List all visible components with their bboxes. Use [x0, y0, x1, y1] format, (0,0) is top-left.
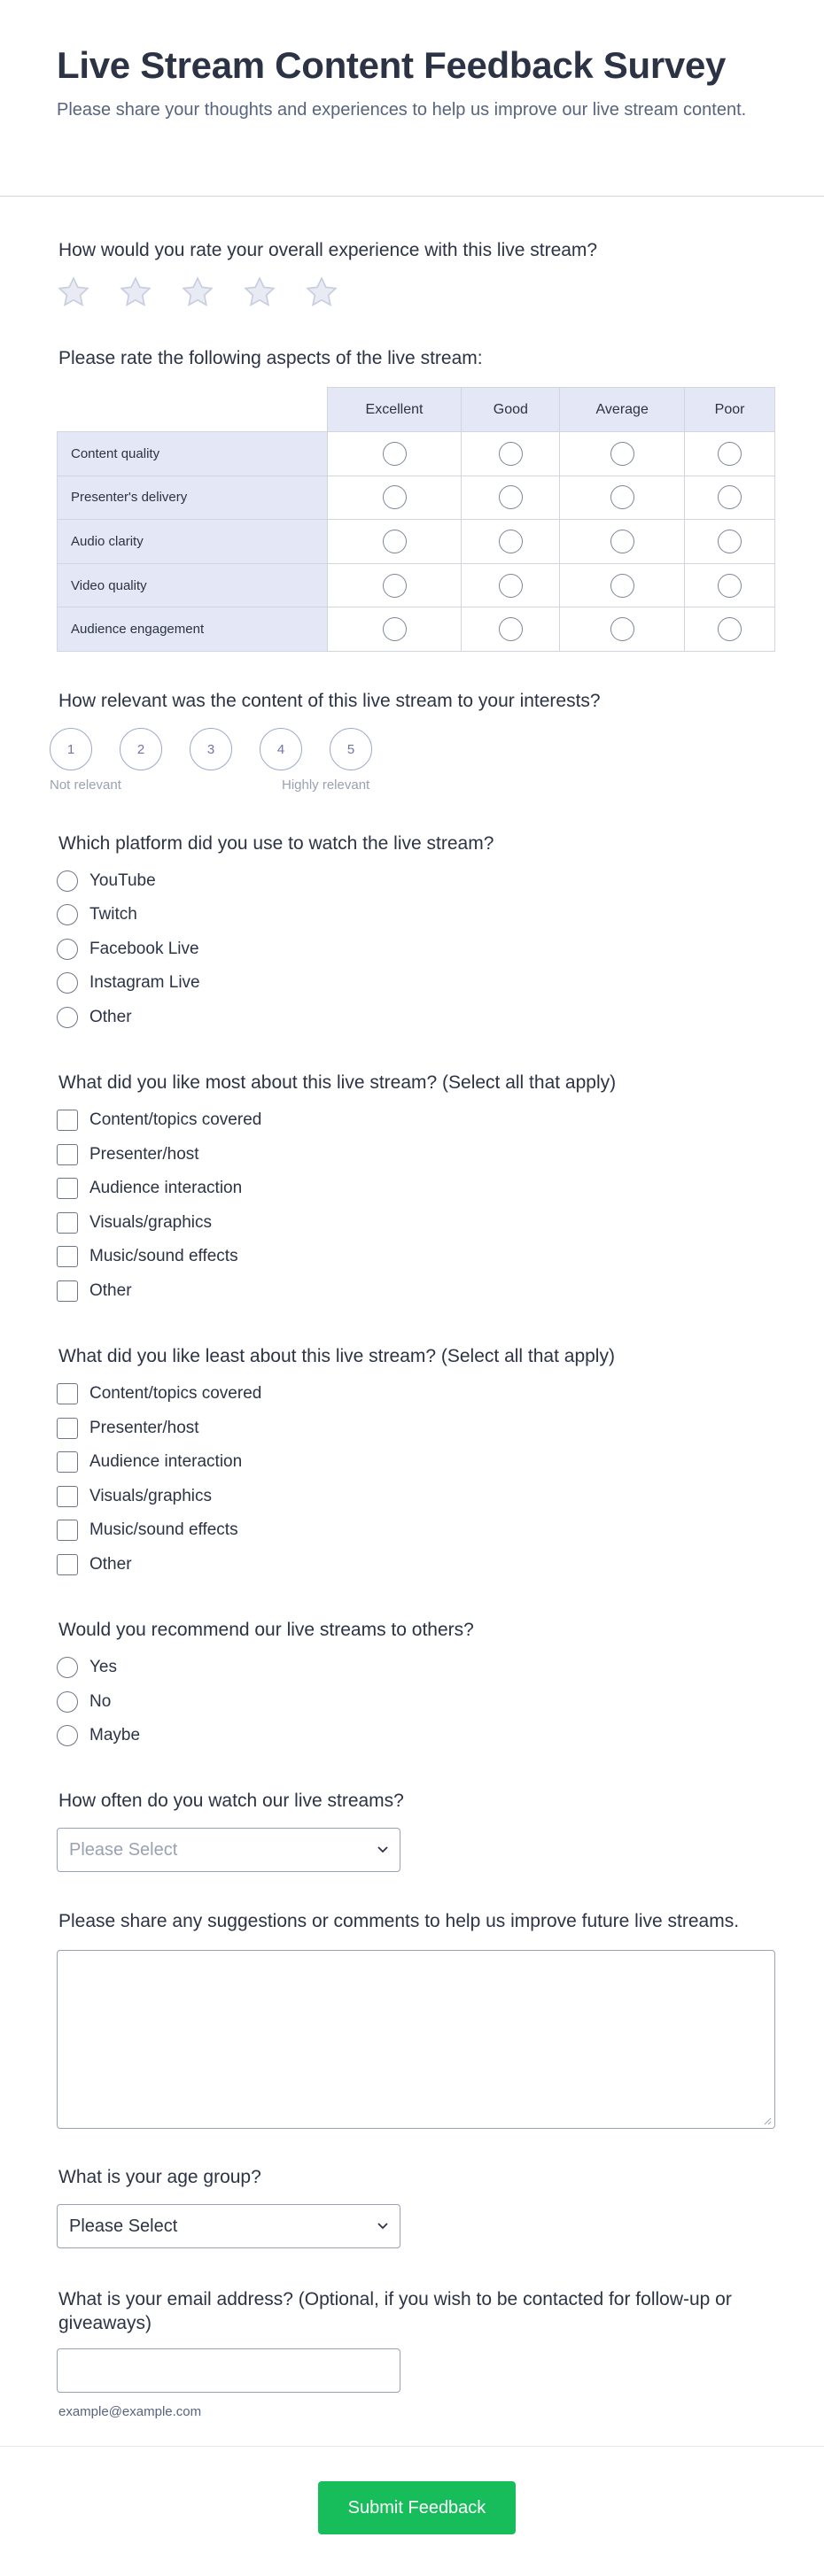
matrix-row-label: Presenter's delivery — [58, 476, 328, 520]
checkbox-option[interactable] — [57, 1280, 132, 1302]
matrix-radio[interactable] — [718, 442, 742, 466]
star-icon[interactable] — [179, 275, 216, 310]
scale-option-3[interactable]: 3 — [190, 728, 232, 770]
checkbox-option[interactable] — [57, 1144, 199, 1165]
form-header — [0, 0, 824, 197]
matrix-radio[interactable] — [718, 530, 742, 553]
radio-button[interactable] — [57, 972, 78, 994]
checkbox-option[interactable] — [57, 1212, 212, 1234]
relevance-scale — [50, 728, 372, 770]
aspects-matrix — [57, 387, 775, 652]
checkbox[interactable] — [57, 1246, 78, 1267]
question-overall-rating: How would you rate your overall experience with this live stream? — [58, 240, 598, 260]
question-suggestions: Please share any suggestions or comments to help us improve future live streams. — [58, 1911, 740, 1931]
matrix-row-label: Content quality — [58, 432, 328, 476]
question-platform: Which platform did you use to watch the live stream? — [58, 833, 494, 854]
checkbox[interactable] — [57, 1418, 78, 1439]
matrix-radio[interactable] — [718, 485, 742, 509]
checkbox-option[interactable] — [57, 1554, 132, 1575]
checkbox-option[interactable] — [57, 1418, 199, 1439]
resize-handle-icon[interactable] — [763, 2116, 772, 2125]
star-rating — [55, 275, 340, 310]
matrix-radio[interactable] — [383, 617, 407, 641]
radio-button[interactable] — [57, 1657, 78, 1678]
select-value: Please Select — [69, 2216, 178, 2236]
option-label: Content/topics covered — [89, 1384, 262, 1403]
email-sublabel: example@example.com — [58, 2404, 202, 2419]
chevron-down-icon — [377, 2219, 389, 2232]
matrix-row — [58, 432, 775, 476]
page-title: Live Stream Content Feedback Survey — [57, 44, 727, 86]
scale-option-5[interactable]: 5 — [330, 728, 372, 770]
scale-option-1[interactable]: 1 — [50, 728, 92, 770]
checkbox-option[interactable] — [57, 1246, 238, 1267]
checkbox[interactable] — [57, 1520, 78, 1541]
matrix-row — [58, 563, 775, 607]
matrix-row — [58, 607, 775, 652]
matrix-column-header: Poor — [685, 388, 775, 432]
matrix-radio[interactable] — [610, 574, 634, 598]
submit-button[interactable]: Submit Feedback — [318, 2481, 516, 2534]
question-email: What is your email address? (Optional, if you wish to be contacted for follow-up or giveaways) — [58, 2289, 732, 2333]
matrix-radio[interactable] — [383, 442, 407, 466]
page-subtitle: Please share your thoughts and experiences to help us improve our live stream content. — [57, 100, 747, 120]
checkbox[interactable] — [57, 1110, 78, 1131]
matrix-radio[interactable] — [499, 530, 523, 553]
star-icon[interactable] — [55, 275, 92, 310]
matrix-radio[interactable] — [718, 617, 742, 641]
matrix-radio[interactable] — [499, 442, 523, 466]
star-icon[interactable] — [117, 275, 154, 310]
star-icon[interactable] — [241, 275, 278, 310]
checkbox[interactable] — [57, 1451, 78, 1473]
radio-option[interactable] — [57, 1725, 140, 1746]
radio-button[interactable] — [57, 939, 78, 960]
option-label: No — [89, 1692, 112, 1711]
radio-button[interactable] — [57, 1725, 78, 1746]
option-label: Presenter/host — [89, 1419, 199, 1437]
matrix-radio[interactable] — [499, 485, 523, 509]
option-label: Visuals/graphics — [89, 1213, 213, 1232]
option-label: Twitch — [89, 905, 137, 924]
option-label: Presenter/host — [89, 1145, 199, 1164]
option-label: Music/sound effects — [89, 1247, 238, 1265]
checkbox[interactable] — [57, 1178, 78, 1199]
matrix-radio[interactable] — [383, 574, 407, 598]
radio-button[interactable] — [57, 1691, 78, 1713]
radio-option[interactable] — [57, 904, 137, 925]
matrix-radio[interactable] — [610, 617, 634, 641]
email-field[interactable] — [57, 2348, 400, 2393]
scale-option-4[interactable]: 4 — [260, 728, 302, 770]
matrix-radio[interactable] — [718, 574, 742, 598]
question-relevance: How relevant was the content of this live stream to your interests? — [58, 691, 601, 711]
matrix-radio[interactable] — [383, 530, 407, 553]
frequency-select[interactable] — [57, 1828, 400, 1872]
age-select[interactable] — [57, 2204, 400, 2248]
checkbox-option[interactable] — [57, 1178, 242, 1199]
matrix-row-label: Audio clarity — [58, 520, 328, 564]
matrix-row — [58, 476, 775, 520]
scale-option-2[interactable]: 2 — [120, 728, 162, 770]
scale-low-label: Not relevant — [50, 777, 121, 793]
matrix-radio[interactable] — [499, 617, 523, 641]
option-label: Facebook Live — [89, 940, 199, 958]
question-liked-most: What did you like most about this live stream? (Select all that apply) — [58, 1072, 617, 1093]
select-placeholder: Please Select — [69, 1839, 178, 1860]
checkbox-option[interactable] — [57, 1383, 261, 1404]
radio-option[interactable] — [57, 1657, 117, 1678]
radio-option[interactable] — [57, 1007, 132, 1028]
option-label: Instagram Live — [89, 973, 200, 992]
option-label: YouTube — [89, 871, 156, 890]
question-age: What is your age group? — [58, 2167, 261, 2187]
chevron-down-icon — [377, 1843, 389, 1855]
option-label: Other — [89, 1281, 132, 1300]
option-label: Other — [89, 1555, 132, 1574]
option-label: Maybe — [89, 1726, 141, 1744]
option-label: Audience interaction — [89, 1452, 243, 1471]
matrix-radio[interactable] — [610, 530, 634, 553]
radio-option[interactable] — [57, 972, 200, 994]
checkbox[interactable] — [57, 1280, 78, 1302]
matrix-column-header: Good — [462, 388, 560, 432]
radio-option[interactable] — [57, 939, 199, 960]
checkbox-option[interactable] — [57, 1486, 212, 1507]
matrix-radio[interactable] — [499, 574, 523, 598]
suggestions-textarea[interactable] — [57, 1950, 775, 2129]
question-frequency: How often do you watch our live streams? — [58, 1791, 404, 1811]
option-label: Yes — [89, 1658, 117, 1676]
radio-option[interactable] — [57, 870, 156, 892]
checkbox-option[interactable] — [57, 1520, 238, 1541]
checkbox[interactable] — [57, 1383, 78, 1404]
matrix-radio[interactable] — [610, 442, 634, 466]
checkbox[interactable] — [57, 1554, 78, 1575]
option-label: Audience interaction — [89, 1179, 243, 1197]
scale-high-label: Highly relevant — [282, 777, 370, 793]
checkbox[interactable] — [57, 1212, 78, 1234]
matrix-column-header: Excellent — [327, 388, 462, 432]
radio-option[interactable] — [57, 1691, 111, 1713]
matrix-row-label: Video quality — [58, 563, 328, 607]
radio-button[interactable] — [57, 904, 78, 925]
checkbox-option[interactable] — [57, 1110, 261, 1131]
matrix-radio[interactable] — [383, 485, 407, 509]
question-liked-least: What did you like least about this live stream? (Select all that apply) — [58, 1346, 615, 1366]
matrix-radio[interactable] — [610, 485, 634, 509]
star-icon[interactable] — [303, 275, 340, 310]
option-label: Visuals/graphics — [89, 1487, 213, 1505]
option-label: Other — [89, 1008, 132, 1026]
radio-button[interactable] — [57, 1007, 78, 1028]
option-label: Music/sound effects — [89, 1520, 238, 1539]
checkbox[interactable] — [57, 1486, 78, 1507]
matrix-column-header: Average — [560, 388, 685, 432]
checkbox[interactable] — [57, 1144, 78, 1165]
question-aspects: Please rate the following aspects of the live stream: — [58, 348, 483, 368]
matrix-row — [58, 520, 775, 564]
matrix-row-label: Audience engagement — [58, 607, 328, 652]
option-label: Content/topics covered — [89, 1110, 262, 1129]
checkbox-option[interactable] — [57, 1451, 242, 1473]
question-recommend: Would you recommend our live streams to others? — [58, 1620, 474, 1640]
radio-button[interactable] — [57, 870, 78, 892]
